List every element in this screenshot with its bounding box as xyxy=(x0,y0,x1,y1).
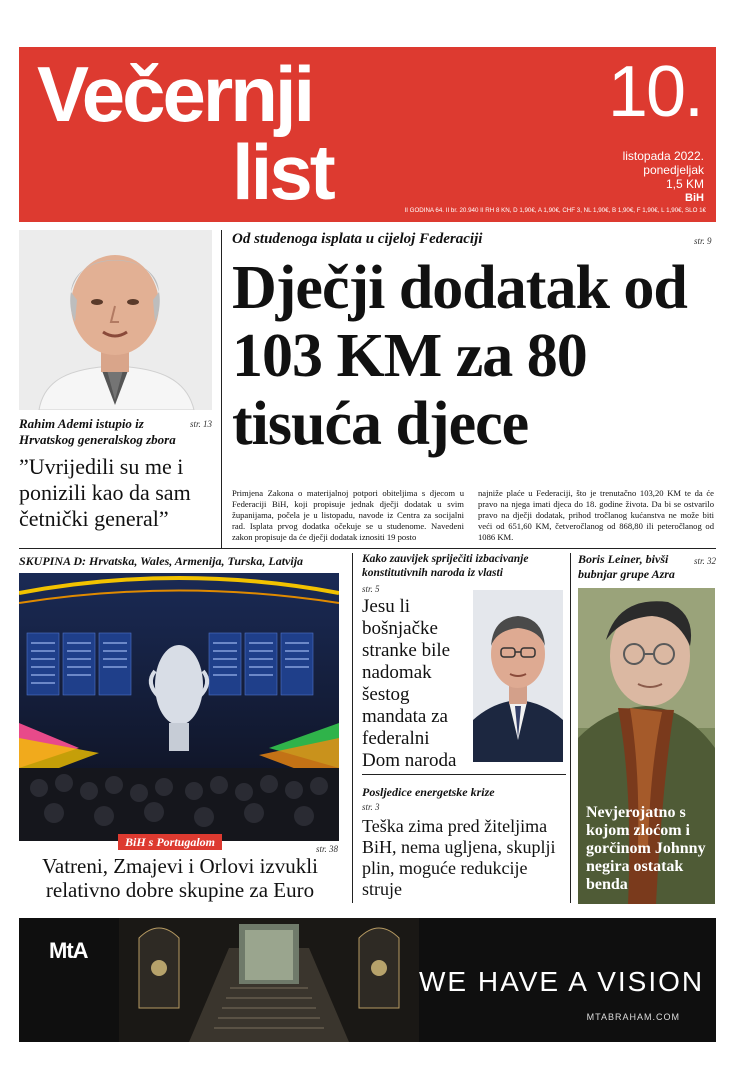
section-divider-2 xyxy=(362,774,566,775)
ademi-kicker: Rahim Ademi istupio iz Hrvatskog generalskog zbora xyxy=(19,416,176,447)
schmidt-kicker: Kako zauvijek spriječiti izbacivanje konstitutivnih naroda iz vlasti xyxy=(362,553,529,579)
schmidt-page-ref: str. 5 xyxy=(362,584,380,594)
foreign-prices: II GODINA 64. II br. 20.940 II RH 8 KN, D 1,90€, A 1,90€, CHF 3, NL 1,90€, B 1,90€, F 1,90€, L 1,90€, SLO 1€ xyxy=(404,207,706,214)
lead-body-col-1: Primjena Zakona o materijalnoj potpori obiteljima s djecom u Federaciji BiH, koji propisuje jednak dječji dodatak u svim županijama, počela je u listopadu, navode iz Centra za socijalni rad. Isplata prvog dodatka očekuje se u studenome. Navedeni zakon propisuje da će dječji dodatak iznositi 19 posto xyxy=(232,488,464,542)
euro-headline[interactable]: Vatreni, Zmajevi i Orlovi izvukli relativno dobre skupine za Euro xyxy=(42,854,318,902)
lead-body-col-2: najniže plaće u Federaciji, što je trenutačno 103,20 KM te da će pravo na njega imati djeca do 18. godine života. Da bi se ostvarilo pravo na dječji dodatak, prihod tročlanog kućanstva ne može biti veći od 651,60 KM, četveročlanog od 868,80 ili peteročlanog od 1086 KM. xyxy=(478,488,714,542)
energy-headline[interactable]: Teška zima pred žiteljima BiH, nema ugljena, skuplji plin, moguće redukcije struje xyxy=(362,816,556,899)
logo-line-1: Večernji xyxy=(37,50,313,138)
lead-kicker: Od studenoga isplata u cijeloj Federaciji xyxy=(232,231,483,247)
energy-kicker: Posljedice energetske krize xyxy=(362,785,495,799)
ad-url[interactable]: MTABRAHAM.COM xyxy=(586,1012,680,1022)
column-divider xyxy=(221,230,222,548)
schmidt-headline[interactable]: Jesu li bošnjačke stranke bile nadomak šestog mandata za federalni Dom naroda xyxy=(362,596,457,771)
leiner-page-ref: str. 32 xyxy=(694,556,717,566)
region-label: BiH xyxy=(685,192,704,204)
ademi-page-ref: str. 13 xyxy=(190,419,213,429)
issue-weekday: ponedjeljak xyxy=(643,163,704,177)
euro-draw-photo xyxy=(19,573,339,841)
lead-headline[interactable]: Dječji dodatak od 103 KM za 80 tisuća djece xyxy=(232,254,687,458)
leiner-headline[interactable]: Nevjerojatno s kojom zloćom i gorčinom Johnny negira ostatak benda xyxy=(586,804,706,893)
ad-logo: MtA xyxy=(49,938,88,963)
euro-page-ref: str. 38 xyxy=(316,844,339,854)
ad-staircase-image xyxy=(119,918,419,1042)
ad-slogan: WE HAVE A VISION xyxy=(419,966,705,997)
energy-page-ref: str. 3 xyxy=(362,802,380,812)
politician-photo xyxy=(473,590,563,762)
logo-line-2: list xyxy=(232,128,333,216)
ademi-quote[interactable]: ”Uvrijedili su me i ponizili kao da sam četnički general” xyxy=(19,454,191,531)
euro-draw-image xyxy=(19,573,339,841)
issue-price: 1,5 KM xyxy=(665,177,704,191)
masthead xyxy=(19,47,716,222)
portrait-ademi-image xyxy=(19,230,212,410)
leiner-kicker: Boris Leiner, bivši bubnjar grupe Azra xyxy=(578,552,675,581)
ademi-photo xyxy=(19,230,212,410)
section-divider xyxy=(19,548,716,549)
euro-badge: BiH s Portugalom xyxy=(118,834,222,850)
euro-kicker: SKUPINA D: Hrvatska, Wales, Armenija, Turska, Latvija xyxy=(19,554,304,568)
portrait-politician-image xyxy=(473,590,563,762)
lead-page-ref: str. 9 xyxy=(694,236,712,246)
issue-day: 10. xyxy=(607,52,702,132)
advertisement-banner[interactable] xyxy=(19,918,716,1042)
issue-date: listopada 2022. xyxy=(622,149,704,163)
leiner-photo xyxy=(578,588,715,904)
column-divider-2 xyxy=(352,553,353,903)
column-divider-3 xyxy=(570,553,571,903)
